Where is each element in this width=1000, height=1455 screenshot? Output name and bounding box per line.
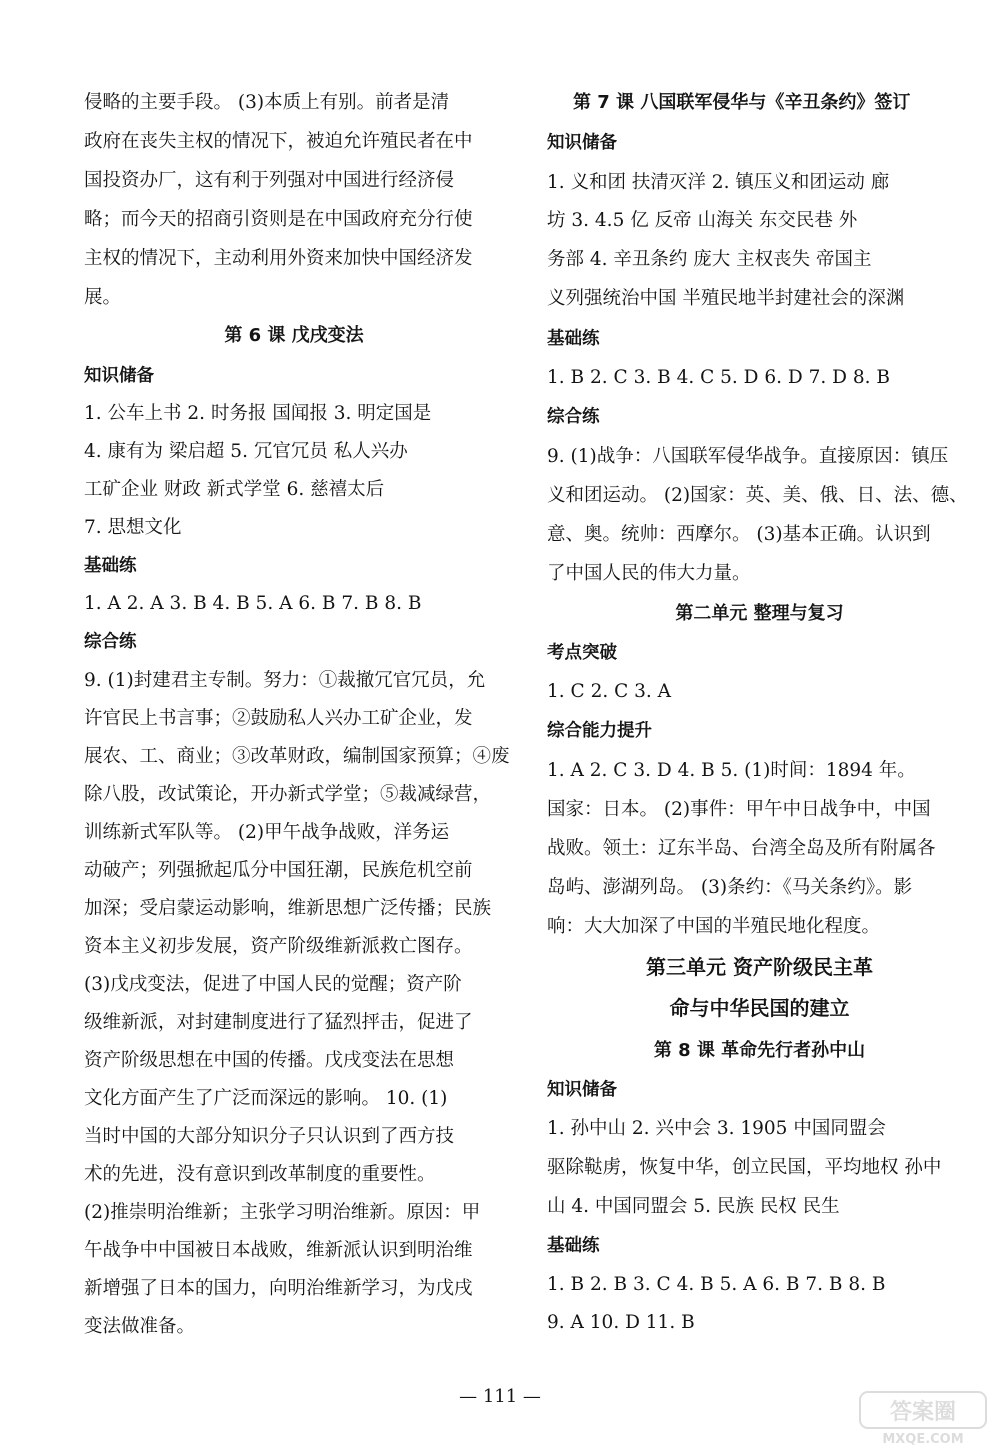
section-heading: 基础练 (84, 556, 137, 576)
intro-line: 主权的情况下，主动利用外资来加快中国经济发 (84, 248, 473, 269)
answer-line: 1. 义和团 扶清灭洋 2. 镇压义和团运动 廊 (547, 172, 890, 193)
answer-line: 许官民上书言事；②鼓励私人兴办工矿企业，发 (84, 708, 473, 729)
section-heading: 综合练 (84, 632, 137, 652)
answer-line: 变法做准备。 (84, 1316, 196, 1337)
lesson-title: 第 6 课 戊戌变法 (224, 325, 364, 346)
answer-line: 新增强了日本的国力，向明治维新学习，为戊戌 (84, 1278, 473, 1299)
section-heading: 基础练 (547, 1236, 600, 1256)
answer-line: 4. 康有为 梁启超 5. 冗官冗员 私人兴办 (84, 441, 408, 462)
intro-line: 政府在丧失主权的情况下，被迫允许殖民者在中 (84, 131, 473, 152)
answer-line: 意、奥。统帅：西摩尔。 (3)基本正确。认识到 (547, 524, 931, 545)
watermark-logo (858, 1388, 988, 1448)
answer-line: 1. A 2. A 3. B 4. B 5. A 6. B 7. B 8. B (84, 593, 422, 614)
answer-line: 资产阶级思想在中国的传播。戊戌变法在思想 (84, 1050, 455, 1071)
unit-title: 第三单元 资产阶级民主革 (646, 955, 873, 979)
watermark-text: 答案圈 (889, 1400, 957, 1425)
answer-line: 务部 4. 辛丑条约 庞大 主权丧失 帝国主 (547, 249, 872, 270)
answer-line: (2)推崇明治维新；主张学习明治维新。原因：甲 (84, 1202, 481, 1223)
section-heading: 知识储备 (547, 133, 617, 153)
lesson-title: 第 7 课 八国联军侵华与《辛丑条约》签订 (573, 92, 911, 113)
answer-line: 展农、工、商业；③改革财政，编制国家预算；④废 (84, 746, 510, 767)
answer-line: 午战争中中国被日本战败，维新派认识到明治维 (84, 1240, 473, 1261)
intro-line: 国投资办厂，这有利于列强对中国进行经济侵 (84, 170, 455, 191)
answer-line: 战败。领土：辽东半岛、台湾全岛及所有附属各 (547, 838, 936, 859)
answer-line: 1. 孙中山 2. 兴中会 3. 1905 中国同盟会 (547, 1118, 886, 1139)
answer-line: 9. A 10. D 11. B (547, 1312, 695, 1333)
answer-line: 工矿企业 财政 新式学堂 6. 慈禧太后 (84, 479, 385, 500)
answer-line: 1. B 2. B 3. C 4. B 5. A 6. B 7. B 8. B (547, 1274, 886, 1295)
intro-line: 展。 (84, 287, 122, 308)
section-heading: 综合能力提升 (547, 721, 652, 741)
answer-line: 驱除鞑虏，恢复中华，创立民国，平均地权 孙中 (547, 1157, 942, 1178)
answer-line: 7. 思想文化 (84, 517, 182, 538)
answer-line: 文化方面产生了广泛而深远的影响。 10. (1) (84, 1088, 448, 1109)
answer-line: 9. (1)战争：八国联军侵华战争。直接原因：镇压 (547, 446, 949, 467)
section-heading: 知识储备 (547, 1080, 617, 1100)
intro-line: 略；而今天的招商引资则是在中国政府充分行使 (84, 209, 473, 230)
section-heading: 考点突破 (547, 643, 617, 663)
answer-line: 1. A 2. C 3. D 4. B 5. (1)时间：1894 年。 (547, 760, 916, 781)
unit-title: 第二单元 整理与复习 (675, 603, 844, 624)
intro-line: 侵略的主要手段。 (3)本质上有别。前者是清 (84, 92, 450, 113)
unit-title: 命与中华民国的建立 (669, 996, 850, 1020)
section-heading: 综合练 (547, 407, 600, 427)
answer-line: 山 4. 中国同盟会 5. 民族 民权 民生 (547, 1196, 840, 1217)
section-heading: 基础练 (547, 329, 600, 349)
answer-line: 1. B 2. C 3. B 4. C 5. D 6. D 7. D 8. B (547, 367, 891, 388)
lesson-title: 第 8 课 革命先行者孙中山 (653, 1040, 866, 1061)
answer-line: 动破产；列强掀起瓜分中国狂潮，民族危机空前 (84, 860, 473, 881)
answer-line: 岛屿、澎湖列岛。 (3)条约：《马关条约》。影 (547, 877, 913, 898)
answer-line: 除八股，改试策论，开办新式学堂；⑤裁减绿营， (84, 784, 492, 805)
answer-line: 1. C 2. C 3. A (547, 681, 672, 702)
answer-line: 义和团运动。 (2)国家：英、美、俄、日、法、德、 (547, 485, 968, 506)
answer-line: 加深；受启蒙运动影响，维新思想广泛传播；民族 (84, 898, 492, 919)
answer-line: 9. (1)封建君主专制。努力：①裁撤冗官冗员，允 (84, 670, 486, 691)
answer-line: 当时中国的大部分知识分子只认识到了西方技 (84, 1126, 455, 1147)
answer-line: 训练新式军队等。 (2)甲午战争战败，洋务运 (84, 822, 450, 843)
answer-line: (3)戊戌变法，促进了中国人民的觉醒；资产阶 (84, 974, 462, 995)
answer-line: 坊 3. 4.5 亿 反帝 山海关 东交民巷 外 (547, 210, 858, 231)
answer-line: 了中国人民的伟大力量。 (547, 563, 751, 584)
answer-line: 术的先进，没有意识到改革制度的重要性。 (84, 1164, 436, 1185)
watermark-url: MXQE.COM (882, 1432, 964, 1447)
answer-line: 义列强统治中国 半殖民地半封建社会的深渊 (547, 288, 905, 309)
answer-line: 资本主义初步发展，资产阶级维新派救亡图存。 (84, 936, 473, 957)
section-heading: 知识储备 (84, 366, 154, 386)
answer-line: 级维新派，对封建制度进行了猛烈抨击，促进了 (84, 1012, 473, 1033)
answer-line: 国家：日本。 (2)事件：甲午中日战争中，中国 (547, 799, 931, 820)
page-number: — 111 — (459, 1386, 541, 1407)
answer-line: 1. 公车上书 2. 时务报 国闻报 3. 明定国是 (84, 403, 432, 424)
answer-line: 响：大大加深了中国的半殖民地化程度。 (547, 916, 881, 937)
